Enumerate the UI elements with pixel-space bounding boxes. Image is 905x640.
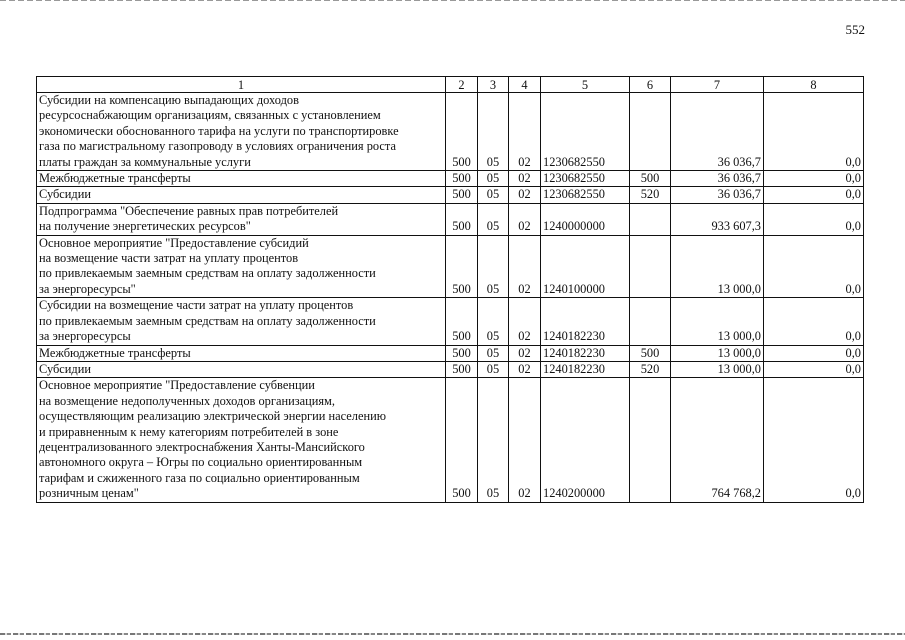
table-row — [37, 345, 864, 361]
row-name-cell — [37, 345, 446, 361]
expense-type-cell: 520 — [630, 187, 671, 203]
header-cell: 7 — [671, 77, 764, 93]
row-name-line: тарифам и сжиженного газа по социально ориентированным — [39, 470, 360, 485]
table-row — [37, 203, 864, 235]
header-cell: 8 — [764, 77, 864, 93]
subsection-code-cell: 02 — [509, 93, 541, 171]
table-row — [37, 235, 864, 298]
amount-cell: 933 607,3 — [671, 203, 764, 235]
target-article-cell: 1240100000 — [541, 235, 630, 298]
expense-type-cell — [630, 298, 671, 345]
row-name-line: Субсидии — [39, 361, 91, 376]
row-name-line: за энергоресурсы — [39, 329, 131, 344]
row-name-line: экономически обоснованного тарифа на услуги по транспортировке — [39, 123, 399, 138]
header-cell: 4 — [509, 77, 541, 93]
row-name-line: Субсидии на компенсацию выпадающих доходов — [39, 93, 299, 107]
row-name-cell — [37, 187, 446, 203]
target-article-cell: 1240182230 — [541, 361, 630, 377]
scan-edge-top — [0, 0, 905, 1]
subsection-code-cell: 02 — [509, 298, 541, 345]
row-name-line: децентрализованного электроснабжения Ханты-Мансийского — [39, 439, 365, 454]
budget-table — [36, 76, 864, 503]
row-name-line: Межбюджетные трансферты — [39, 345, 191, 360]
row-name-cell — [37, 93, 446, 171]
row-name-line: Основное мероприятие "Предоставление субсидий — [39, 235, 309, 250]
table-row — [37, 187, 864, 203]
row-name-cell — [37, 361, 446, 377]
amount-extra-cell: 0,0 — [764, 203, 864, 235]
subsection-code-cell: 02 — [509, 187, 541, 203]
department-code-cell: 500 — [446, 93, 478, 171]
department-code-cell: 500 — [446, 187, 478, 203]
subsection-code-cell: 02 — [509, 361, 541, 377]
amount-cell: 13 000,0 — [671, 345, 764, 361]
department-code-cell: 500 — [446, 345, 478, 361]
header-cell: 6 — [630, 77, 671, 93]
section-code-cell: 05 — [478, 203, 509, 235]
target-article-cell: 1240182230 — [541, 345, 630, 361]
target-article-cell: 1240182230 — [541, 298, 630, 345]
amount-extra-cell: 0,0 — [764, 171, 864, 187]
subsection-code-cell: 02 — [509, 378, 541, 502]
row-name-cell — [37, 171, 446, 187]
header-cell: 2 — [446, 77, 478, 93]
expense-type-cell — [630, 378, 671, 502]
section-code-cell: 05 — [478, 235, 509, 298]
expense-type-cell: 500 — [630, 171, 671, 187]
row-name-cell — [37, 203, 446, 235]
row-name-line: на возмещение недополученных доходов организациям, — [39, 393, 335, 408]
amount-extra-cell: 0,0 — [764, 298, 864, 345]
row-name-line: Субсидии на возмещение части затрат на уплату процентов — [39, 298, 354, 313]
section-code-cell: 05 — [478, 345, 509, 361]
subsection-code-cell: 02 — [509, 203, 541, 235]
row-name-line: Межбюджетные трансферты — [39, 171, 191, 186]
target-article-cell: 1230682550 — [541, 171, 630, 187]
row-name-line: на возмещение части затрат на уплату процентов — [39, 251, 299, 266]
expense-type-cell — [630, 203, 671, 235]
table-body — [37, 93, 864, 503]
page-number: 552 — [845, 22, 865, 37]
row-name-line: и приравненным к нему категориям потребителей в зоне — [39, 424, 339, 439]
expense-type-cell — [630, 235, 671, 298]
section-code-cell: 05 — [478, 361, 509, 377]
row-name-cell — [37, 298, 446, 345]
row-name-line: автономного округа – Югры по социально ориентированным — [39, 455, 363, 470]
amount-cell: 36 036,7 — [671, 171, 764, 187]
target-article-cell: 1240000000 — [541, 203, 630, 235]
subsection-code-cell: 02 — [509, 235, 541, 298]
row-name-line: ресурсоснабжающим организациям, связанных с установлением — [39, 108, 381, 123]
table-row — [37, 298, 864, 345]
expense-type-cell: 500 — [630, 345, 671, 361]
target-article-cell: 1230682550 — [541, 93, 630, 171]
target-article-cell: 1230682550 — [541, 187, 630, 203]
department-code-cell: 500 — [446, 361, 478, 377]
row-name-line: по привлекаемым заемным средствам на оплату задолженности — [39, 313, 376, 328]
row-name-line: Подпрограмма "Обеспечение равных прав потребителей — [39, 203, 339, 218]
section-code-cell: 05 — [478, 298, 509, 345]
amount-extra-cell: 0,0 — [764, 93, 864, 171]
section-code-cell: 05 — [478, 93, 509, 171]
department-code-cell: 500 — [446, 378, 478, 502]
row-name-line: по привлекаемым заемным средствам на оплату задолженности — [39, 266, 376, 281]
row-name-line: на получение энергетических ресурсов" — [39, 219, 251, 234]
row-name-cell — [37, 378, 446, 502]
amount-cell: 13 000,0 — [671, 361, 764, 377]
header-cell: 5 — [541, 77, 630, 93]
row-name-line: платы граждан за коммунальные услуги — [39, 154, 251, 169]
row-name-line: за энергоресурсы" — [39, 281, 136, 296]
amount-extra-cell: 0,0 — [764, 345, 864, 361]
amount-cell: 36 036,7 — [671, 93, 764, 171]
expense-type-cell: 520 — [630, 361, 671, 377]
table-row — [37, 171, 864, 187]
row-name-line: Основное мероприятие "Предоставление субвенции — [39, 378, 315, 393]
table-row — [37, 93, 864, 171]
row-name-line: газа по магистральному газопроводу в условиях ограничения роста — [39, 139, 396, 154]
row-name-line: Субсидии — [39, 187, 91, 202]
row-name-line: розничным ценам" — [39, 486, 139, 501]
section-code-cell: 05 — [478, 187, 509, 203]
target-article-cell: 1240200000 — [541, 378, 630, 502]
amount-extra-cell: 0,0 — [764, 187, 864, 203]
amount-cell: 13 000,0 — [671, 298, 764, 345]
subsection-code-cell: 02 — [509, 345, 541, 361]
row-name-cell — [37, 235, 446, 298]
subsection-code-cell: 02 — [509, 171, 541, 187]
table-row — [37, 378, 864, 502]
amount-cell: 764 768,2 — [671, 378, 764, 502]
department-code-cell: 500 — [446, 235, 478, 298]
table-row — [37, 361, 864, 377]
scan-edge-bottom — [0, 633, 905, 635]
amount-cell: 36 036,7 — [671, 187, 764, 203]
header-cell: 3 — [478, 77, 509, 93]
amount-extra-cell: 0,0 — [764, 378, 864, 502]
section-code-cell: 05 — [478, 171, 509, 187]
department-code-cell: 500 — [446, 203, 478, 235]
header-cell: 1 — [37, 77, 446, 93]
header-row — [37, 77, 864, 93]
amount-extra-cell: 0,0 — [764, 235, 864, 298]
section-code-cell: 05 — [478, 378, 509, 502]
department-code-cell: 500 — [446, 171, 478, 187]
expense-type-cell — [630, 93, 671, 171]
amount-cell: 13 000,0 — [671, 235, 764, 298]
row-name-line: осуществляющим реализацию электрической энергии населению — [39, 409, 386, 424]
department-code-cell: 500 — [446, 298, 478, 345]
amount-extra-cell: 0,0 — [764, 361, 864, 377]
